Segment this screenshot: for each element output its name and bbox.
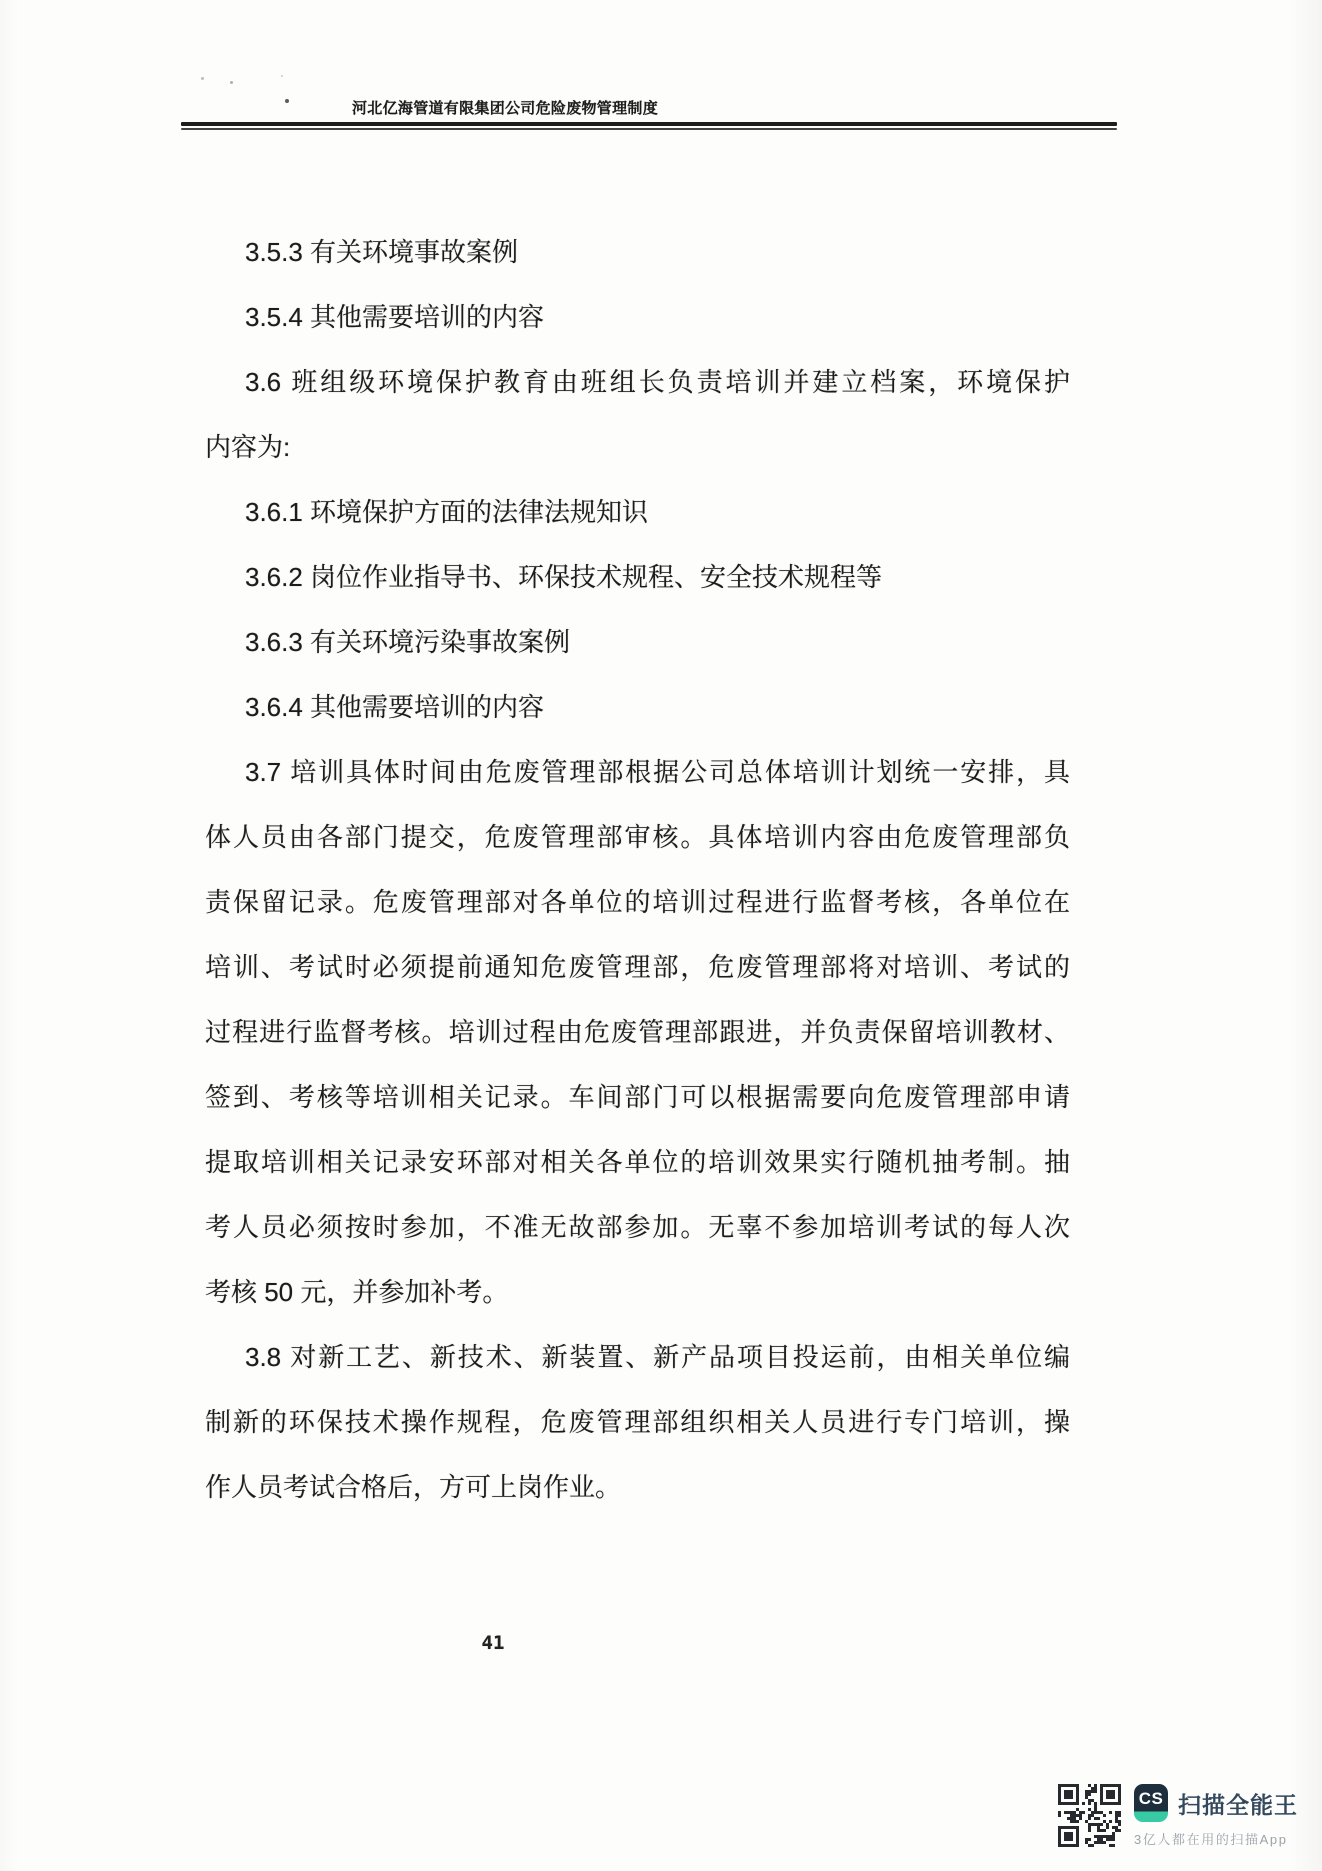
text-line: 3.6.4 其他需要培训的内容 bbox=[245, 692, 545, 722]
qr-code-icon bbox=[1058, 1784, 1121, 1847]
text-line: 内容为: bbox=[205, 432, 291, 462]
text-line: 3.7 培训具体时间由危废管理部根据公司总体培训计划统一安排，具 bbox=[245, 757, 1070, 787]
scan-speck bbox=[230, 81, 233, 84]
text-line: 考核 50 元，并参加补考。 bbox=[205, 1277, 509, 1307]
page-number: 41 bbox=[481, 1632, 505, 1654]
scan-speck bbox=[281, 75, 283, 77]
text-line: 3.8 对新工艺、新技术、新装置、新产品项目投运前，由相关单位编 bbox=[245, 1342, 1070, 1372]
header-divider bbox=[181, 122, 1117, 130]
document-lines bbox=[205, 220, 1070, 1520]
scanner-app-name: 扫描全能王 bbox=[1178, 1791, 1298, 1818]
text-line: 3.6 班组级环境保护教育由班组长负责培训并建立档案，环境保护 bbox=[245, 367, 1070, 397]
text-line: 签到、考核等培训相关记录。车间部门可以根据需要向危废管理部申请 bbox=[205, 1082, 1070, 1112]
document-header-title: 河北亿海管道有限集团公司危险废物管理制度 bbox=[352, 100, 659, 117]
text-line: 提取培训相关记录安环部对相关各单位的培训效果实行随机抽考制。抽 bbox=[205, 1147, 1070, 1177]
text-line: 3.5.4 其他需要培训的内容 bbox=[245, 302, 545, 332]
text-line: 责保留记录。危废管理部对各单位的培训过程进行监督考核，各单位在 bbox=[205, 887, 1070, 917]
text-line: 3.6.2 岗位作业指导书、环保技术规程、安全技术规程等 bbox=[245, 562, 883, 592]
text-line: 体人员由各部门提交，危废管理部审核。具体培训内容由危废管理部负 bbox=[205, 822, 1070, 852]
text-line: 3.6.3 有关环境污染事故案例 bbox=[245, 627, 571, 657]
text-line: 作人员考试合格后，方可上岗作业。 bbox=[205, 1472, 622, 1502]
text-line: 考人员必须按时参加，不准无故部参加。无辜不参加培训考试的每人次 bbox=[205, 1212, 1070, 1242]
text-line: 培训、考试时必须提前通知危废管理部，危废管理部将对培训、考试的 bbox=[205, 952, 1070, 982]
scan-speck bbox=[201, 77, 204, 80]
text-line: 3.6.1 环境保护方面的法律法规知识 bbox=[245, 497, 649, 527]
camscanner-logo-icon: CS bbox=[1134, 1784, 1168, 1822]
scanner-watermark bbox=[1058, 1784, 1298, 1848]
scan-speck bbox=[285, 99, 289, 103]
text-line: 制新的环保技术操作规程，危废管理部组织相关人员进行专门培训，操 bbox=[205, 1407, 1070, 1437]
text-line: 3.5.3 有关环境事故案例 bbox=[245, 237, 519, 267]
text-line: 过程进行监督考核。培训过程由危废管理部跟进，并负责保留培训教材、 bbox=[205, 1017, 1070, 1047]
scanner-app-tagline: 3亿人都在用的扫描App bbox=[1134, 1832, 1288, 1847]
